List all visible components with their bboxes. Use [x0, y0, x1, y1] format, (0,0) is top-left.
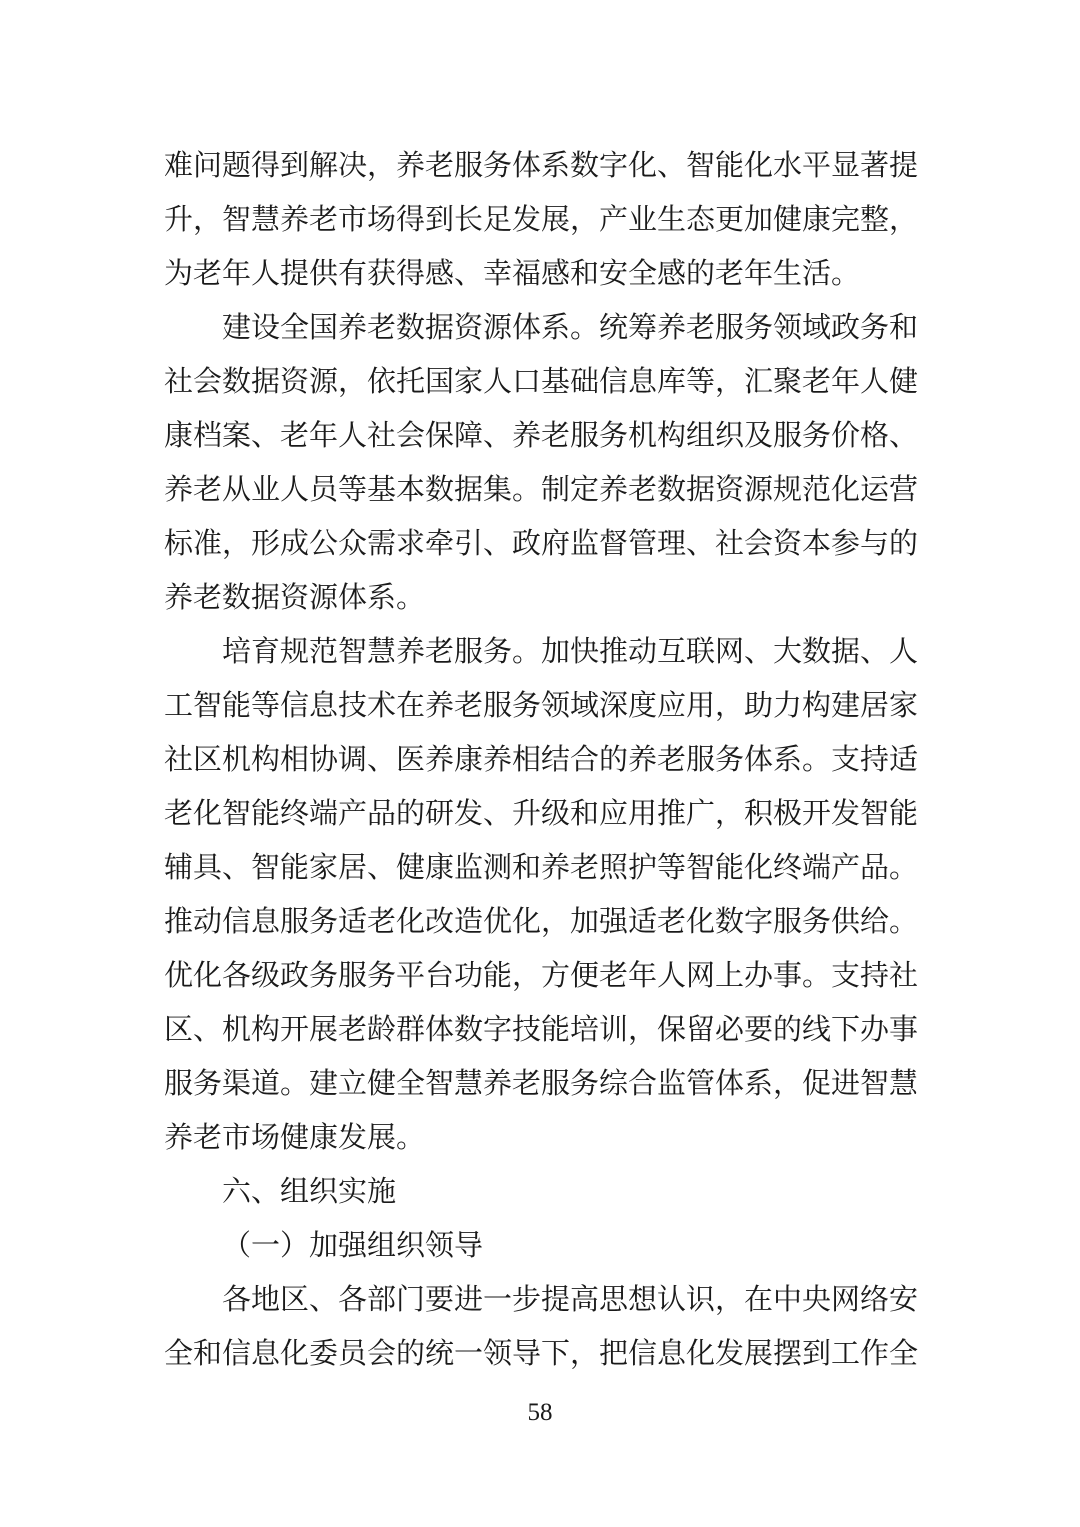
text-line: 社会数据资源，依托国家人口基础信息库等，汇聚老年人健	[164, 364, 919, 398]
text-line: 难问题得到解决，养老服务体系数字化、智能化水平显著提	[164, 148, 919, 182]
text-line: 标准，形成公众需求牵引、政府监督管理、社会资本参与的	[164, 526, 919, 560]
text-line: 社区机构相协调、医养康养相结合的养老服务体系。支持适	[164, 742, 919, 776]
subsection-heading: （一）加强组织领导	[222, 1228, 484, 1262]
page-number: 58	[527, 1399, 553, 1426]
text-line: 为老年人提供有获得感、幸福感和安全感的老年生活。	[164, 256, 861, 290]
text-line: 老化智能终端产品的研发、升级和应用推广，积极开发智能	[164, 796, 919, 830]
body-text	[164, 138, 919, 1380]
text-line: 康档案、老年人社会保障、养老服务机构组织及服务价格、	[164, 418, 919, 452]
text-line: 全和信息化委员会的统一领导下，把信息化发展摆到工作全	[164, 1336, 919, 1370]
section-heading: 六、组织实施	[222, 1174, 397, 1208]
text-line: 养老市场健康发展。	[164, 1120, 426, 1154]
text-line: 区、机构开展老龄群体数字技能培训，保留必要的线下办事	[164, 1012, 919, 1046]
text-line: 推动信息服务适老化改造优化，加强适老化数字服务供给。	[164, 904, 919, 938]
paragraph-start-line: 各地区、各部门要进一步提高思想认识，在中央网络安	[222, 1282, 919, 1316]
text-line: 服务渠道。建立健全智慧养老服务综合监管体系，促进智慧	[164, 1066, 919, 1100]
paragraph-start-line: 培育规范智慧养老服务。加快推动互联网、大数据、人	[222, 634, 919, 668]
paragraph-start-line: 建设全国养老数据资源体系。统筹养老服务领域政务和	[222, 310, 919, 344]
text-line: 升，智慧养老市场得到长足发展，产业生态更加健康完整，	[164, 202, 919, 236]
text-line: 辅具、智能家居、健康监测和养老照护等智能化终端产品。	[164, 850, 919, 884]
text-line: 养老从业人员等基本数据集。制定养老数据资源规范化运营	[164, 472, 919, 506]
text-line: 优化各级政务服务平台功能，方便老年人网上办事。支持社	[164, 958, 919, 992]
text-line: 养老数据资源体系。	[164, 580, 426, 614]
text-line: 工智能等信息技术在养老服务领域深度应用，助力构建居家	[164, 688, 919, 722]
